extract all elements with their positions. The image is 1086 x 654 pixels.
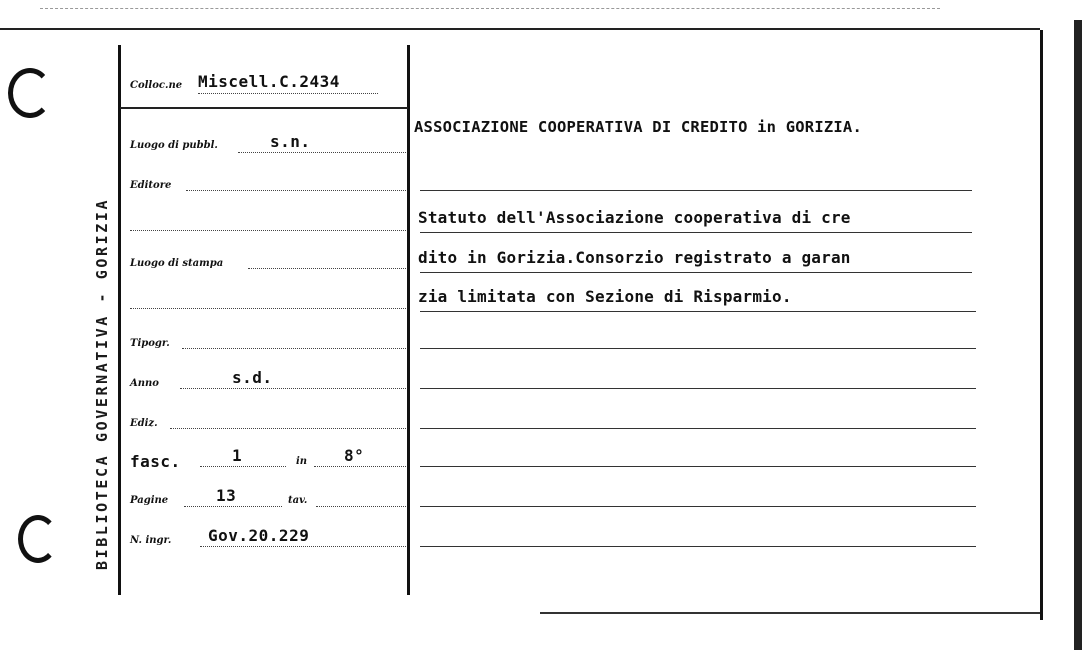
top-edge-line	[0, 28, 1040, 30]
pagine-value: 13	[216, 486, 237, 505]
author-heading: ASSOCIAZIONE COOPERATIVA DI CREDITO in GORIZIA.	[414, 118, 862, 136]
fasc-underline-1	[200, 466, 286, 467]
formato-value: 8°	[344, 446, 365, 465]
right-rule-9	[420, 506, 976, 507]
luogo-pubbl-underline	[238, 152, 406, 153]
right-edge-shadow	[1074, 20, 1082, 650]
pagine-underline	[184, 506, 282, 507]
luogo-stampa-underline	[248, 268, 406, 269]
right-rule-5	[420, 348, 976, 349]
right-rule-1	[420, 190, 972, 191]
edizione-underline	[170, 428, 406, 429]
editore-underline-2	[130, 230, 406, 231]
top-noise-marks	[40, 8, 940, 17]
n-ingr-value: Gov.20.229	[208, 526, 310, 545]
left-column-divider	[118, 45, 121, 595]
luogo-pubbl-value: s.n.	[270, 132, 311, 151]
edizione-label: Ediz.	[130, 418, 158, 429]
right-edge-line	[1040, 30, 1043, 620]
luogo-stampa-label: Luogo di stampa	[130, 258, 224, 269]
bottom-edge-line	[540, 612, 1040, 614]
tipogr-label: Tipogr.	[130, 338, 170, 349]
header-divider	[120, 107, 408, 109]
collocazione-label: Colloc.ne	[130, 80, 183, 91]
right-rule-6	[420, 388, 976, 389]
anno-underline	[180, 388, 406, 389]
n-ingr-label: N. ingr.	[130, 535, 172, 546]
punch-hole-top	[8, 68, 52, 118]
right-rule-3	[420, 272, 972, 273]
tav-underline	[316, 506, 406, 507]
fasc-number-value: 1	[232, 446, 243, 465]
right-rule-10	[420, 546, 976, 547]
n-ingr-underline	[200, 546, 406, 547]
fasc-value: fasc.	[130, 452, 181, 471]
fasc-underline-2	[314, 466, 406, 467]
middle-column-divider	[407, 45, 410, 595]
luogo-stampa-underline-2	[130, 308, 406, 309]
editore-underline	[186, 190, 406, 191]
tipogr-underline	[182, 348, 406, 349]
collocazione-value: Miscell.C.2434	[198, 72, 340, 91]
right-rule-7	[420, 428, 976, 429]
pagine-label: Pagine	[130, 495, 169, 506]
tav-label: tav.	[288, 495, 308, 506]
title-line-2: dito in Gorizia.Consorzio registrato a garan	[418, 248, 851, 267]
in-label: in	[296, 456, 308, 467]
collocazione-underline	[198, 93, 378, 94]
library-vertical-label: BIBLIOTECA GOVERNATIVA - GORIZIA	[93, 197, 111, 570]
anno-label: Anno	[130, 378, 159, 389]
title-line-3: zia limitata con Sezione di Risparmio.	[418, 287, 792, 306]
title-line-1: Statuto dell'Associazione cooperativa di cre	[418, 208, 851, 227]
right-rule-4	[420, 311, 976, 312]
editore-label: Editore	[130, 180, 172, 191]
right-rule-8	[420, 466, 976, 467]
luogo-pubbl-label: Luogo di pubbl.	[130, 140, 218, 151]
anno-value: s.d.	[232, 368, 273, 387]
punch-hole-bottom	[18, 515, 58, 563]
right-rule-2	[420, 232, 972, 233]
